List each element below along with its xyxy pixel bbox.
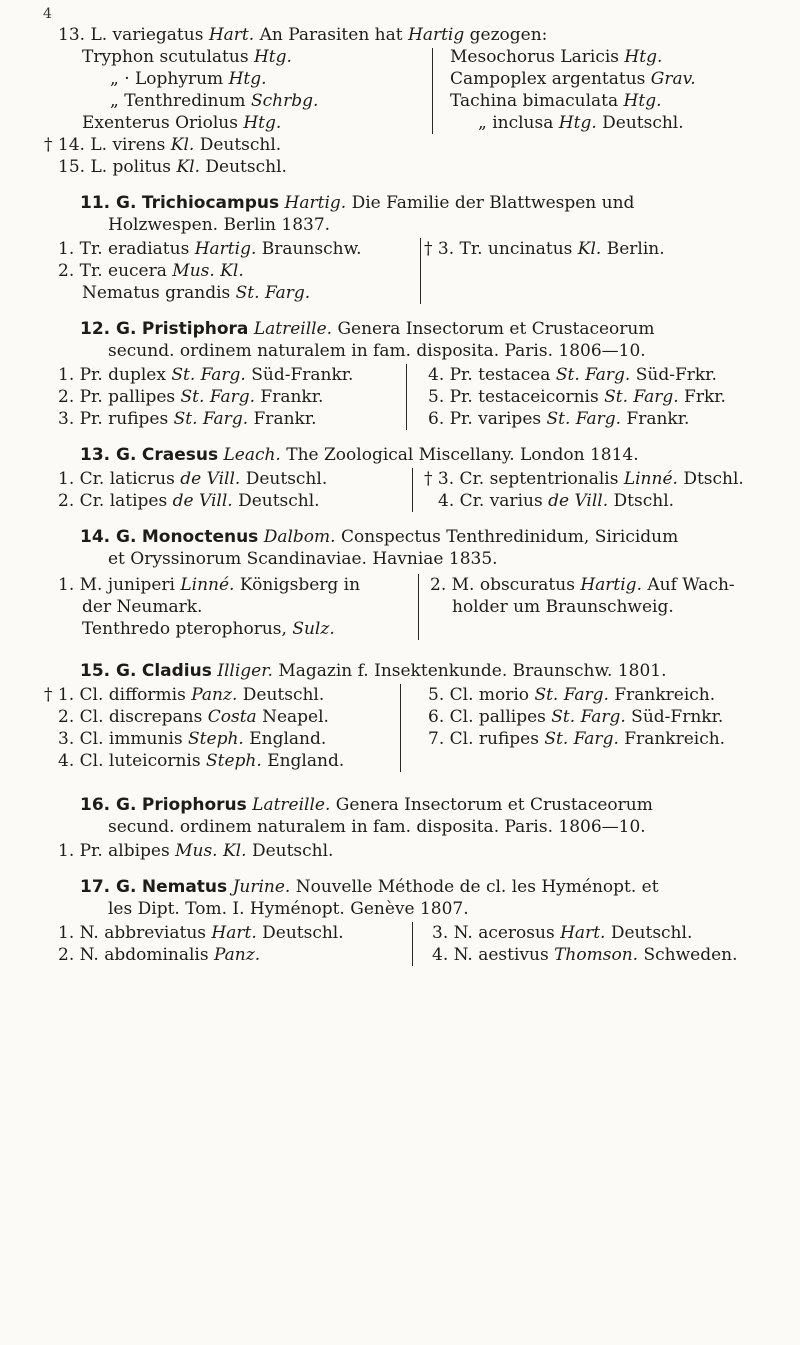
entry-14: † 14. L. virens Kl. Deutschl. — [44, 135, 282, 155]
species-11-3: † 3. Tr. uncinatus Kl. Berlin. — [424, 239, 665, 259]
species-12-4: 4. Pr. testacea St. Farg. Süd-Frkr. — [428, 365, 717, 385]
species-15-3: 3. Cl. immunis Steph. England. — [58, 729, 327, 749]
species-15-1: † 1. Cl. difformis Panz. Deutschl. — [44, 685, 325, 705]
species-14-2-loc: holder um Braunschweig. — [452, 597, 674, 617]
column-divider — [406, 364, 407, 430]
genus-16-title: Genera Insectorum et Crustaceorum — [335, 795, 653, 815]
genus-17-name: Nematus — [141, 877, 228, 897]
entry-13-name: 13. L. variegatus — [58, 25, 204, 45]
entry-13-hartig: Hartig — [408, 25, 465, 45]
genus-17-header — [80, 876, 659, 898]
parasite-left-4: Exenterus Oriolus Htg. — [82, 113, 282, 133]
parasite-right-4: „ inclusa Htg. Deutschl. — [478, 113, 684, 133]
genus-13-num: 13. G. — [80, 445, 137, 465]
column-divider — [418, 574, 419, 640]
genus-16-header — [80, 794, 653, 816]
genus-12-title2: secund. ordinem naturalem in fam. disposita. Paris. 1806—10. — [108, 341, 646, 361]
species-12-3: 3. Pr. rufipes St. Farg. Frankr. — [58, 409, 317, 429]
genus-14-title2: et Oryssinorum Scandinaviae. Havniae 1835. — [108, 549, 498, 569]
parasite-left-2: „ · Lophyrum Htg. — [110, 69, 267, 89]
genus-16-name: Priophorus — [141, 795, 247, 815]
genus-12-num: 12. G. — [80, 319, 137, 339]
genus-11-author: Hartig. — [284, 193, 347, 213]
genus-15-header — [80, 660, 667, 682]
species-12-6: 6. Pr. varipes St. Farg. Frankr. — [428, 409, 690, 429]
page-number: 4 — [43, 6, 52, 22]
genus-15-num: 15. G. — [80, 661, 137, 681]
species-13-4: 4. Cr. varius de Vill. Dtschl. — [438, 491, 675, 511]
column-divider — [432, 48, 433, 134]
genus-11-title2: Holzwespen. Berlin 1837. — [108, 215, 331, 235]
entry-15: 15. L. politus Kl. Deutschl. — [58, 157, 287, 177]
genus-15-author: Illiger. — [217, 661, 273, 681]
parasite-left-1: Tryphon scutulatus Htg. — [82, 47, 292, 67]
species-12-1: 1. Pr. duplex St. Farg. Süd-Frankr. — [58, 365, 354, 385]
species-12-5: 5. Pr. testaceicornis St. Farg. Frkr. — [428, 387, 726, 407]
species-17-4: 4. N. aestivus Thomson. Schweden. — [432, 945, 738, 965]
genus-11-num: 11. G. — [80, 193, 137, 213]
genus-14-header — [80, 526, 678, 548]
parasite-left-3: „ Tenthredinum Schrbg. — [110, 91, 319, 111]
column-divider — [420, 238, 421, 304]
species-17-3: 3. N. acerosus Hart. Deutschl. — [432, 923, 693, 943]
genus-14-num: 14. G. — [80, 527, 137, 547]
species-14-1-loc: der Neumark. — [82, 597, 203, 617]
genus-17-title: Nouvelle Méthode de cl. les Hyménopt. et — [295, 877, 659, 897]
genus-13-author: Leach. — [223, 445, 281, 465]
species-15-7: 7. Cl. rufipes St. Farg. Frankreich. — [428, 729, 726, 749]
column-divider — [412, 468, 413, 512]
genus-16-title2: secund. ordinem naturalem in fam. disposita. Paris. 1806—10. — [108, 817, 646, 837]
species-16-1: 1. Pr. albipes Mus. Kl. Deutschl. — [58, 841, 334, 861]
entry-13-gezogen: gezogen: — [469, 25, 548, 45]
species-15-2: 2. Cl. discrepans Costa Neapel. — [58, 707, 329, 727]
genus-12-header — [80, 318, 655, 340]
column-divider — [412, 922, 413, 966]
species-13-2: 2. Cr. latipes de Vill. Deutschl. — [58, 491, 320, 511]
species-15-6: 6. Cl. pallipes St. Farg. Süd-Frnkr. — [428, 707, 724, 727]
column-divider — [400, 684, 401, 772]
parasite-right-3: Tachina bimaculata Htg. — [450, 91, 662, 111]
genus-17-num: 17. G. — [80, 877, 137, 897]
species-14-1: 1. M. juniperi Linné. Königsberg in — [58, 575, 361, 595]
genus-13-name: Craesus — [141, 445, 219, 465]
species-17-1: 1. N. abbreviatus Hart. Deutschl. — [58, 923, 344, 943]
genus-14-name: Monoctenus — [141, 527, 259, 547]
parasite-right-1: Mesochorus Laricis Htg. — [450, 47, 663, 67]
genus-16-author: Latreille. — [252, 795, 331, 815]
species-11-2: 2. Tr. eucera Mus. Kl. — [58, 261, 244, 281]
genus-14-title: Conspectus Tenthredinidum, Siricidum — [340, 527, 679, 547]
entry-13-text: An Parasiten hat — [259, 25, 403, 45]
genus-12-author: Latreille. — [253, 319, 333, 339]
genus-15-name: Cladius — [141, 661, 212, 681]
genus-17-title2: les Dipt. Tom. I. Hyménopt. Genève 1807. — [108, 899, 469, 919]
genus-17-author: Jurine. — [232, 877, 291, 897]
species-15-4: 4. Cl. luteicornis Steph. England. — [58, 751, 345, 771]
entry-13-header — [58, 24, 547, 46]
parasite-right-2: Campoplex argentatus Grav. — [450, 69, 696, 89]
genus-11-title: Die Familie der Blattwespen und — [351, 193, 635, 213]
genus-11-header — [80, 192, 634, 214]
entry-13-author: Hart. — [208, 25, 255, 45]
genus-15-title: Magazin f. Insektenkunde. Braunschw. 1801. — [278, 661, 667, 681]
genus-13-title: The Zoological Miscellany. London 1814. — [286, 445, 639, 465]
species-15-5: 5. Cl. morio St. Farg. Frankreich. — [428, 685, 716, 705]
species-11-syn: Nematus grandis St. Farg. — [82, 283, 311, 303]
genus-16-num: 16. G. — [80, 795, 137, 815]
species-14-syn: Tenthredo pterophorus, Sulz. — [82, 619, 335, 639]
species-12-2: 2. Pr. pallipes St. Farg. Frankr. — [58, 387, 324, 407]
species-11-1: 1. Tr. eradiatus Hartig. Braunschw. — [58, 239, 362, 259]
genus-14-author: Dalbom. — [263, 527, 336, 547]
genus-11-name: Trichiocampus — [141, 193, 280, 213]
species-13-1: 1. Cr. laticrus de Vill. Deutschl. — [58, 469, 328, 489]
genus-12-title: Genera Insectorum et Crustaceorum — [337, 319, 655, 339]
species-17-2: 2. N. abdominalis Panz. — [58, 945, 261, 965]
genus-12-name: Pristiphora — [141, 319, 249, 339]
species-14-2: 2. M. obscuratus Hartig. Auf Wach- — [430, 575, 735, 595]
species-13-3: † 3. Cr. septentrionalis Linné. Dtschl. — [424, 469, 744, 489]
genus-13-header — [80, 444, 639, 466]
